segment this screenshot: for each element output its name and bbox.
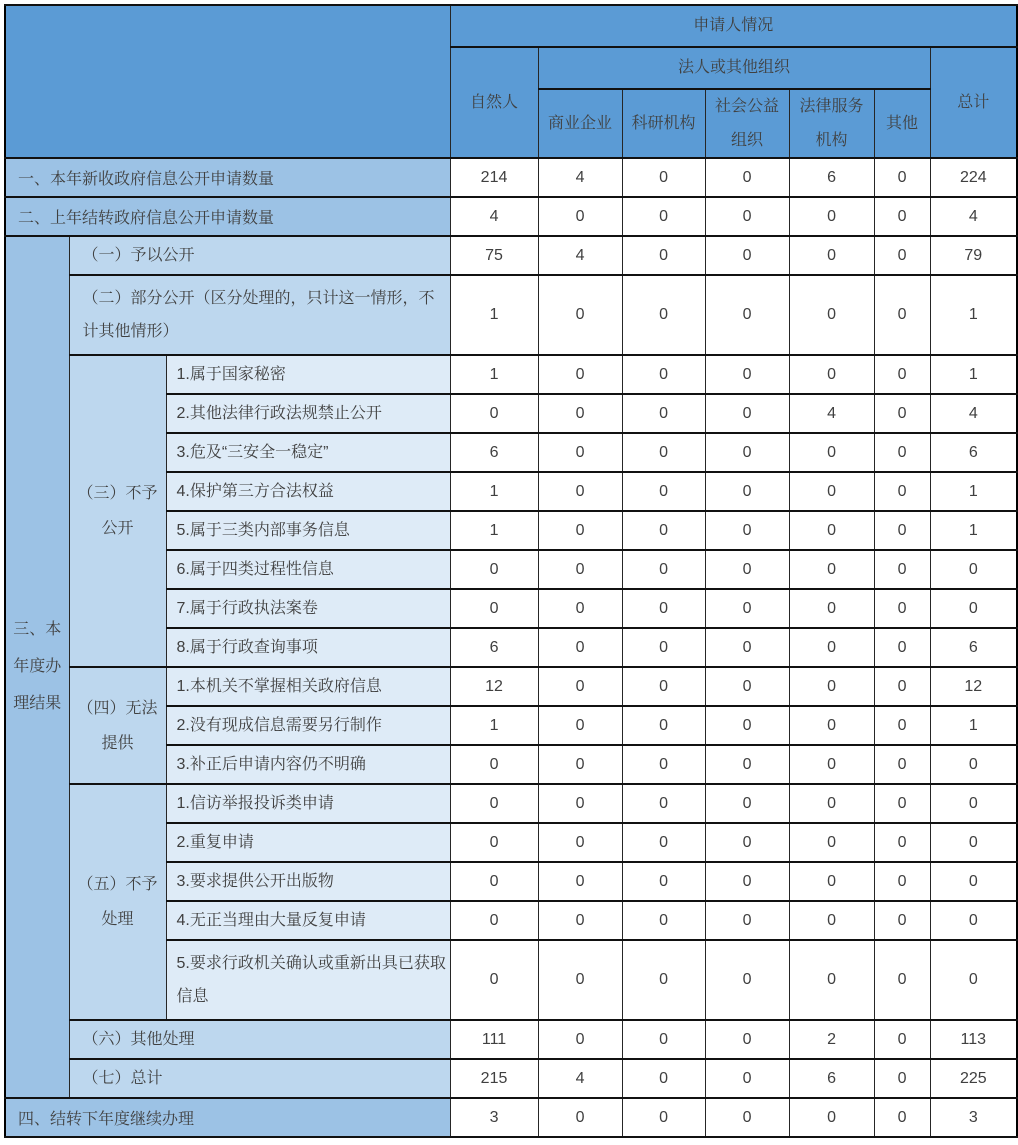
table-row bbox=[5, 667, 1017, 706]
value-cell: 0 bbox=[622, 1020, 705, 1059]
value-cell: 0 bbox=[930, 784, 1017, 823]
value-cell: 0 bbox=[789, 940, 874, 1020]
value-cell: 0 bbox=[622, 158, 705, 197]
value-cell: 0 bbox=[930, 745, 1017, 784]
value-cell: 0 bbox=[789, 550, 874, 589]
value-cell: 0 bbox=[874, 472, 930, 511]
value-cell: 0 bbox=[538, 1020, 622, 1059]
value-cell: 0 bbox=[705, 511, 789, 550]
value-cell: 0 bbox=[789, 433, 874, 472]
value-cell: 214 bbox=[450, 158, 538, 197]
value-cell: 12 bbox=[450, 667, 538, 706]
value-cell: 0 bbox=[874, 511, 930, 550]
value-cell: 0 bbox=[930, 589, 1017, 628]
value-cell: 1 bbox=[450, 511, 538, 550]
row-label-subtotal: （七）总计 bbox=[69, 1059, 450, 1098]
value-cell: 0 bbox=[789, 667, 874, 706]
header-other: 其他 bbox=[874, 89, 930, 158]
table-row bbox=[5, 158, 1017, 197]
row-label-not-processed-item: 5.要求行政机关确认或重新出具已获取信息 bbox=[166, 940, 450, 1020]
value-cell: 0 bbox=[450, 550, 538, 589]
value-cell: 0 bbox=[930, 823, 1017, 862]
value-cell: 0 bbox=[450, 394, 538, 433]
value-cell: 0 bbox=[789, 472, 874, 511]
value-cell: 0 bbox=[538, 940, 622, 1020]
value-cell: 0 bbox=[450, 940, 538, 1020]
value-cell: 0 bbox=[622, 667, 705, 706]
value-cell: 215 bbox=[450, 1059, 538, 1098]
header-legal-or-other-org: 法人或其他组织 bbox=[538, 47, 930, 89]
value-cell: 6 bbox=[450, 433, 538, 472]
value-cell: 0 bbox=[450, 823, 538, 862]
value-cell: 4 bbox=[538, 1059, 622, 1098]
value-cell: 0 bbox=[789, 784, 874, 823]
value-cell: 0 bbox=[874, 589, 930, 628]
row-label-not-processed-item: 4.无正当理由大量反复申请 bbox=[166, 901, 450, 940]
value-cell: 6 bbox=[789, 1059, 874, 1098]
value-cell: 0 bbox=[874, 667, 930, 706]
value-cell: 0 bbox=[874, 745, 930, 784]
row-label-carried-over: 二、上年结转政府信息公开申请数量 bbox=[5, 197, 450, 236]
value-cell: 1 bbox=[450, 355, 538, 394]
value-cell: 0 bbox=[622, 589, 705, 628]
value-cell: 0 bbox=[622, 940, 705, 1020]
value-cell: 0 bbox=[705, 1020, 789, 1059]
table-row bbox=[5, 197, 1017, 236]
value-cell: 0 bbox=[705, 433, 789, 472]
row-label-new-applications: 一、本年新收政府信息公开申请数量 bbox=[5, 158, 450, 197]
value-cell: 0 bbox=[538, 472, 622, 511]
header-natural-person: 自然人 bbox=[450, 47, 538, 158]
row-label-unable-item: 1.本机关不掌握相关政府信息 bbox=[166, 667, 450, 706]
value-cell: 1 bbox=[930, 472, 1017, 511]
value-cell: 0 bbox=[705, 589, 789, 628]
header-total: 总计 bbox=[930, 47, 1017, 158]
value-cell: 1 bbox=[450, 706, 538, 745]
row-label-refused-item: 5.属于三类内部事务信息 bbox=[166, 511, 450, 550]
value-cell: 0 bbox=[789, 355, 874, 394]
value-cell: 224 bbox=[930, 158, 1017, 197]
value-cell: 0 bbox=[622, 901, 705, 940]
value-cell: 0 bbox=[789, 706, 874, 745]
value-cell: 0 bbox=[622, 1098, 705, 1137]
value-cell: 0 bbox=[874, 236, 930, 275]
value-cell: 0 bbox=[874, 433, 930, 472]
value-cell: 0 bbox=[789, 628, 874, 667]
value-cell: 4 bbox=[450, 197, 538, 236]
value-cell: 0 bbox=[622, 275, 705, 355]
header-blank-cell bbox=[5, 5, 450, 158]
value-cell: 6 bbox=[930, 433, 1017, 472]
value-cell: 0 bbox=[622, 355, 705, 394]
value-cell: 113 bbox=[930, 1020, 1017, 1059]
row-label-not-processed-item: 1.信访举报投诉类申请 bbox=[166, 784, 450, 823]
value-cell: 0 bbox=[705, 784, 789, 823]
row-label-other-handling: （六）其他处理 bbox=[69, 1020, 450, 1059]
value-cell: 0 bbox=[874, 394, 930, 433]
table-row bbox=[5, 1098, 1017, 1137]
value-cell: 0 bbox=[874, 628, 930, 667]
value-cell: 0 bbox=[538, 275, 622, 355]
value-cell: 0 bbox=[622, 433, 705, 472]
value-cell: 1 bbox=[930, 355, 1017, 394]
row-label-unable-item: 3.补正后申请内容仍不明确 bbox=[166, 745, 450, 784]
value-cell: 0 bbox=[874, 940, 930, 1020]
value-cell: 0 bbox=[538, 355, 622, 394]
table-row bbox=[5, 275, 1017, 355]
value-cell: 0 bbox=[538, 1098, 622, 1137]
value-cell: 0 bbox=[874, 355, 930, 394]
value-cell: 0 bbox=[622, 1059, 705, 1098]
value-cell: 0 bbox=[705, 667, 789, 706]
value-cell: 4 bbox=[930, 197, 1017, 236]
value-cell: 75 bbox=[450, 236, 538, 275]
value-cell: 0 bbox=[874, 1098, 930, 1137]
value-cell: 0 bbox=[930, 550, 1017, 589]
value-cell: 111 bbox=[450, 1020, 538, 1059]
row-label-refused-group: （三）不予公开 bbox=[69, 355, 166, 667]
value-cell: 0 bbox=[874, 784, 930, 823]
value-cell: 0 bbox=[789, 275, 874, 355]
row-label-processing-results: 三、本年度办理结果 bbox=[5, 236, 69, 1098]
row-label-refused-item: 3.危及“三安全一稳定” bbox=[166, 433, 450, 472]
value-cell: 0 bbox=[705, 355, 789, 394]
value-cell: 1 bbox=[930, 706, 1017, 745]
value-cell: 0 bbox=[705, 394, 789, 433]
value-cell: 0 bbox=[789, 511, 874, 550]
value-cell: 1 bbox=[450, 472, 538, 511]
value-cell: 0 bbox=[874, 823, 930, 862]
table-row bbox=[5, 784, 1017, 823]
row-label-granted: （一）予以公开 bbox=[69, 236, 450, 275]
value-cell: 0 bbox=[450, 901, 538, 940]
value-cell: 0 bbox=[930, 901, 1017, 940]
row-label-refused-item: 2.其他法律行政法规禁止公开 bbox=[166, 394, 450, 433]
value-cell: 4 bbox=[538, 236, 622, 275]
row-label-refused-item: 4.保护第三方合法权益 bbox=[166, 472, 450, 511]
table-row bbox=[5, 355, 1017, 394]
value-cell: 0 bbox=[622, 511, 705, 550]
value-cell: 0 bbox=[705, 158, 789, 197]
value-cell: 0 bbox=[789, 745, 874, 784]
header-applicant-situation: 申请人情况 bbox=[450, 5, 1017, 47]
value-cell: 0 bbox=[705, 275, 789, 355]
value-cell: 0 bbox=[705, 862, 789, 901]
value-cell: 0 bbox=[705, 472, 789, 511]
header-social-welfare-org: 社会公益组织 bbox=[705, 89, 789, 158]
value-cell: 0 bbox=[705, 1059, 789, 1098]
value-cell: 1 bbox=[450, 275, 538, 355]
value-cell: 0 bbox=[622, 236, 705, 275]
row-label-partial: （二）部分公开（区分处理的，只计这一情形，不计其他情形） bbox=[69, 275, 450, 355]
value-cell: 0 bbox=[538, 197, 622, 236]
value-cell: 225 bbox=[930, 1059, 1017, 1098]
value-cell: 4 bbox=[538, 158, 622, 197]
value-cell: 4 bbox=[789, 394, 874, 433]
value-cell: 0 bbox=[538, 784, 622, 823]
row-label-unable-group: （四）无法提供 bbox=[69, 667, 166, 784]
value-cell: 0 bbox=[789, 862, 874, 901]
value-cell: 0 bbox=[705, 940, 789, 1020]
value-cell: 0 bbox=[450, 589, 538, 628]
value-cell: 3 bbox=[450, 1098, 538, 1137]
value-cell: 0 bbox=[538, 745, 622, 784]
value-cell: 0 bbox=[538, 589, 622, 628]
value-cell: 0 bbox=[450, 862, 538, 901]
row-label-not-processed-item: 2.重复申请 bbox=[166, 823, 450, 862]
value-cell: 0 bbox=[622, 628, 705, 667]
value-cell: 0 bbox=[538, 706, 622, 745]
value-cell: 3 bbox=[930, 1098, 1017, 1137]
table-row bbox=[5, 236, 1017, 275]
row-label-refused-item: 6.属于四类过程性信息 bbox=[166, 550, 450, 589]
value-cell: 0 bbox=[874, 1020, 930, 1059]
value-cell: 0 bbox=[705, 901, 789, 940]
value-cell: 0 bbox=[874, 158, 930, 197]
value-cell: 0 bbox=[622, 197, 705, 236]
value-cell: 0 bbox=[874, 550, 930, 589]
value-cell: 0 bbox=[538, 628, 622, 667]
value-cell: 0 bbox=[622, 823, 705, 862]
value-cell: 0 bbox=[705, 236, 789, 275]
row-label-carry-next-year: 四、结转下年度继续办理 bbox=[5, 1098, 450, 1137]
header-legal-service-org: 法律服务机构 bbox=[789, 89, 874, 158]
value-cell: 6 bbox=[930, 628, 1017, 667]
value-cell: 0 bbox=[705, 1098, 789, 1137]
value-cell: 0 bbox=[538, 550, 622, 589]
value-cell: 79 bbox=[930, 236, 1017, 275]
value-cell: 0 bbox=[789, 197, 874, 236]
value-cell: 0 bbox=[789, 1098, 874, 1137]
value-cell: 2 bbox=[789, 1020, 874, 1059]
value-cell: 0 bbox=[622, 862, 705, 901]
value-cell: 0 bbox=[789, 589, 874, 628]
value-cell: 0 bbox=[874, 706, 930, 745]
value-cell: 0 bbox=[538, 511, 622, 550]
value-cell: 0 bbox=[789, 236, 874, 275]
row-label-refused-item: 7.属于行政执法案卷 bbox=[166, 589, 450, 628]
value-cell: 0 bbox=[622, 394, 705, 433]
value-cell: 0 bbox=[538, 862, 622, 901]
value-cell: 0 bbox=[705, 745, 789, 784]
header-business-enterprise: 商业企业 bbox=[538, 89, 622, 158]
value-cell: 12 bbox=[930, 667, 1017, 706]
value-cell: 0 bbox=[874, 1059, 930, 1098]
value-cell: 0 bbox=[450, 784, 538, 823]
row-label-refused-item: 8.属于行政查询事项 bbox=[166, 628, 450, 667]
value-cell: 0 bbox=[622, 745, 705, 784]
value-cell: 0 bbox=[874, 901, 930, 940]
row-label-refused-item: 1.属于国家秘密 bbox=[166, 355, 450, 394]
gov-info-disclosure-table bbox=[4, 4, 1018, 1138]
value-cell: 0 bbox=[622, 472, 705, 511]
value-cell: 0 bbox=[622, 550, 705, 589]
value-cell: 0 bbox=[622, 784, 705, 823]
value-cell: 0 bbox=[450, 745, 538, 784]
value-cell: 1 bbox=[930, 275, 1017, 355]
value-cell: 0 bbox=[930, 862, 1017, 901]
value-cell: 0 bbox=[789, 823, 874, 862]
value-cell: 0 bbox=[874, 275, 930, 355]
table-row bbox=[5, 1059, 1017, 1098]
value-cell: 0 bbox=[538, 433, 622, 472]
table-row bbox=[5, 1020, 1017, 1059]
value-cell: 1 bbox=[930, 511, 1017, 550]
value-cell: 0 bbox=[705, 706, 789, 745]
value-cell: 0 bbox=[705, 628, 789, 667]
value-cell: 0 bbox=[538, 667, 622, 706]
row-label-not-processed-item: 3.要求提供公开出版物 bbox=[166, 862, 450, 901]
value-cell: 4 bbox=[930, 394, 1017, 433]
value-cell: 6 bbox=[450, 628, 538, 667]
value-cell: 0 bbox=[930, 940, 1017, 1020]
value-cell: 0 bbox=[538, 394, 622, 433]
value-cell: 0 bbox=[705, 550, 789, 589]
value-cell: 0 bbox=[874, 862, 930, 901]
value-cell: 0 bbox=[622, 706, 705, 745]
value-cell: 0 bbox=[874, 197, 930, 236]
value-cell: 0 bbox=[538, 901, 622, 940]
value-cell: 6 bbox=[789, 158, 874, 197]
row-label-not-processed-group: （五）不予处理 bbox=[69, 784, 166, 1020]
header-research-institution: 科研机构 bbox=[622, 89, 705, 158]
value-cell: 0 bbox=[705, 197, 789, 236]
row-label-unable-item: 2.没有现成信息需要另行制作 bbox=[166, 706, 450, 745]
value-cell: 0 bbox=[705, 823, 789, 862]
value-cell: 0 bbox=[789, 901, 874, 940]
value-cell: 0 bbox=[538, 823, 622, 862]
